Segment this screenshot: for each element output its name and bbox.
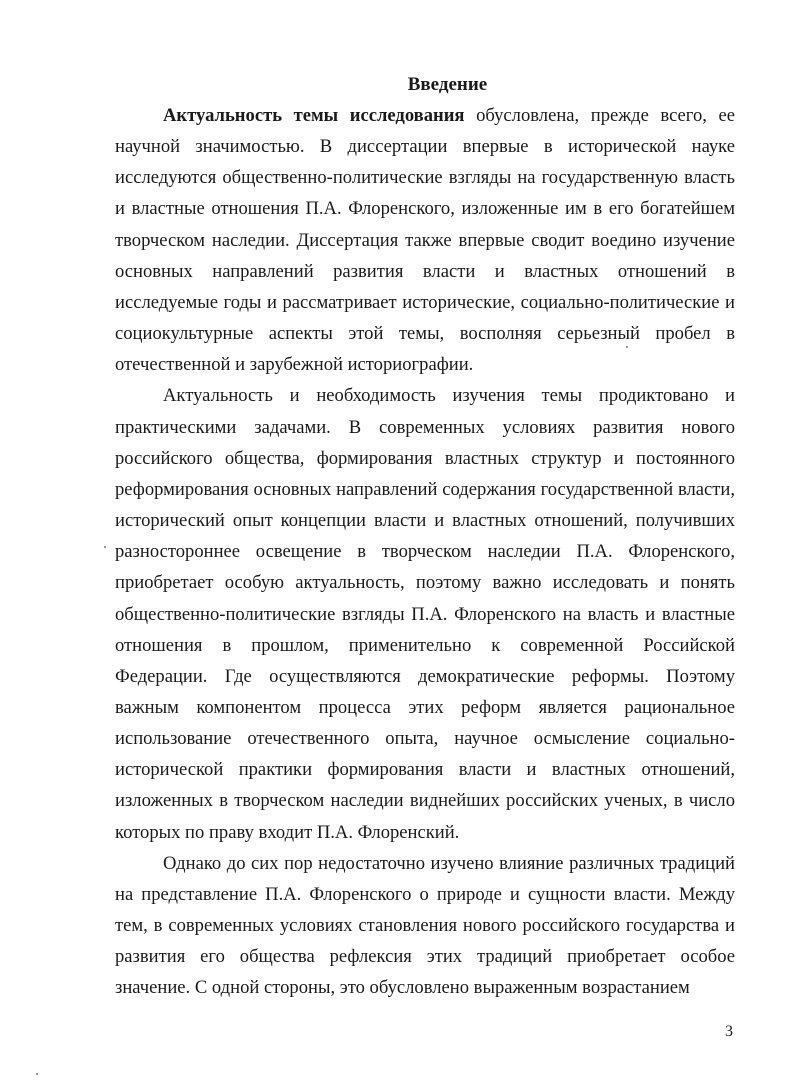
- scan-speck: [104, 546, 106, 548]
- paragraph: [115, 848, 735, 1004]
- paragraph-lead: Актуальность темы исследования: [163, 105, 465, 126]
- paragraph-text: Актуальность и необходимость изучения темы продиктовано и практическими задачами. В современных условиях развития нового российского общества, формирования властных структур и постоянного реформирования основных направлений содержания государственной власти, исторический опыт концепции власти и властных отношений, получивших разностороннее освещение в творческом наследии П.А. Флоренского, приобретает особую актуальность, поэтому важно исследовать и понять общественно-политические взгляды П.А. Флоренского на власть и властные отношения в прошлом, применительно к современной Российской Федерации. Где осуществляются демократические реформы. Поэтому важным компонентом процесса этих реформ является рациональное использование отечественного опыта, научное осмысление социально-исторической практики формирования власти и властных отношений, изложенных в творческом наследии виднейших российских ученых, в число которых по праву входит П.А. Флоренский.: [115, 385, 735, 843]
- paragraph: [115, 100, 735, 380]
- scan-speck: [36, 1073, 38, 1075]
- scan-speck: [626, 346, 628, 348]
- paragraph: [115, 380, 735, 847]
- paragraph-text: Однако до сих пор недостаточно изучено влияние различных традиций на представление П.А. Флоренского о природе и сущности власти. Между тем, в современных условиях становления нового российского государства и развития его общества рефлексия этих традиций приобретает особое значение. С одной стороны, это обусловлено выраженным возрастанием: [115, 852, 735, 999]
- body-text: [115, 100, 735, 1004]
- page-number: 3: [725, 1023, 733, 1040]
- paragraph-text: обусловлена, прежде всего, ее научной значимостью. В диссертации впервые в исторической науке исследуются общественно-политические взгляды на государственную власть и властные отношения П.А. Флоренского, изложенные им в его богатейшем творческом наследии. Диссертация также впервые сводит воедино изучение основных направлений развития власти и властных отношений в исследуемые годы и рассматривает исторические, социально-политические и социокультурные аспекты этой темы, восполняя серьезный пробел в отечественной и зарубежной историографии.: [115, 105, 736, 376]
- section-heading: Введение: [407, 74, 488, 95]
